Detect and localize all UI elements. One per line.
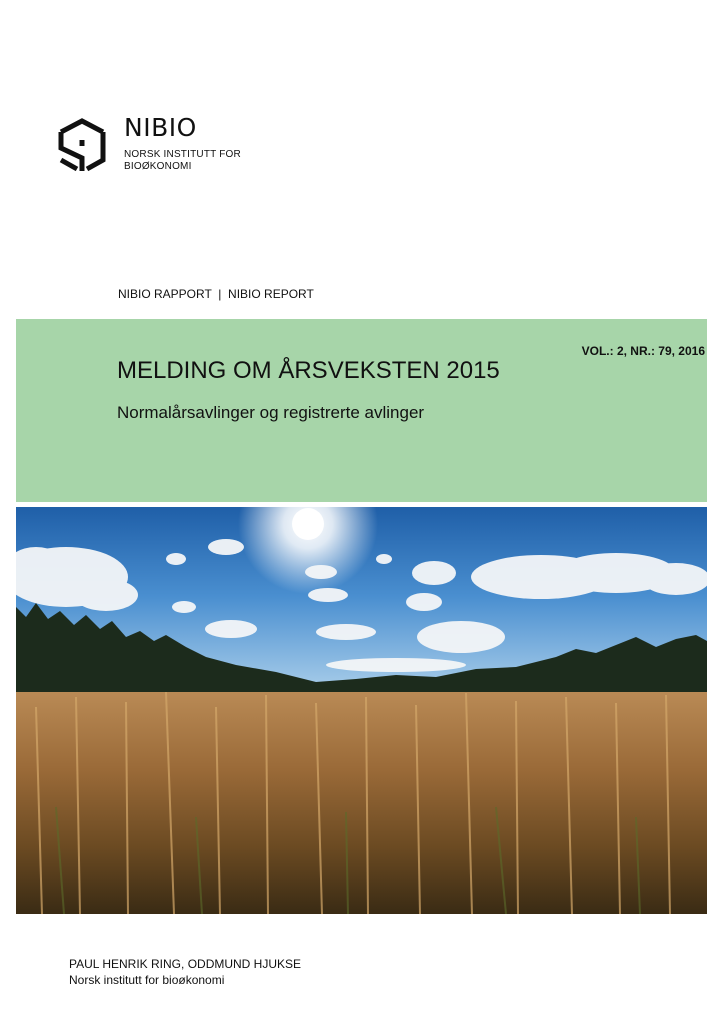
logo-subtitle-line1: NORSK INSTITUTT FOR <box>124 149 241 160</box>
logo-subtitle-line2: BIOØKONOMI <box>124 161 192 172</box>
nibio-logo-icon <box>57 118 107 174</box>
authors: PAUL HENRIK RING, ODDMUND HJUKSE <box>69 957 302 971</box>
institute-name: Norsk institutt for bioøkonomi <box>69 973 225 987</box>
volume-label: VOL.: 2, NR.: 79, 2016 <box>581 344 705 358</box>
report-title: MELDING OM ÅRSVEKSTEN 2015 <box>117 357 500 384</box>
title-banner <box>16 319 707 502</box>
report-subtitle: Normalårsavlinger og registrerte avlinger <box>117 403 425 422</box>
logo-name: NIBIO <box>124 113 197 142</box>
report-series-label: NIBIO RAPPORT | NIBIO REPORT <box>118 287 314 301</box>
cover-photo <box>16 507 707 914</box>
wheat-field-photo-icon <box>16 507 707 914</box>
